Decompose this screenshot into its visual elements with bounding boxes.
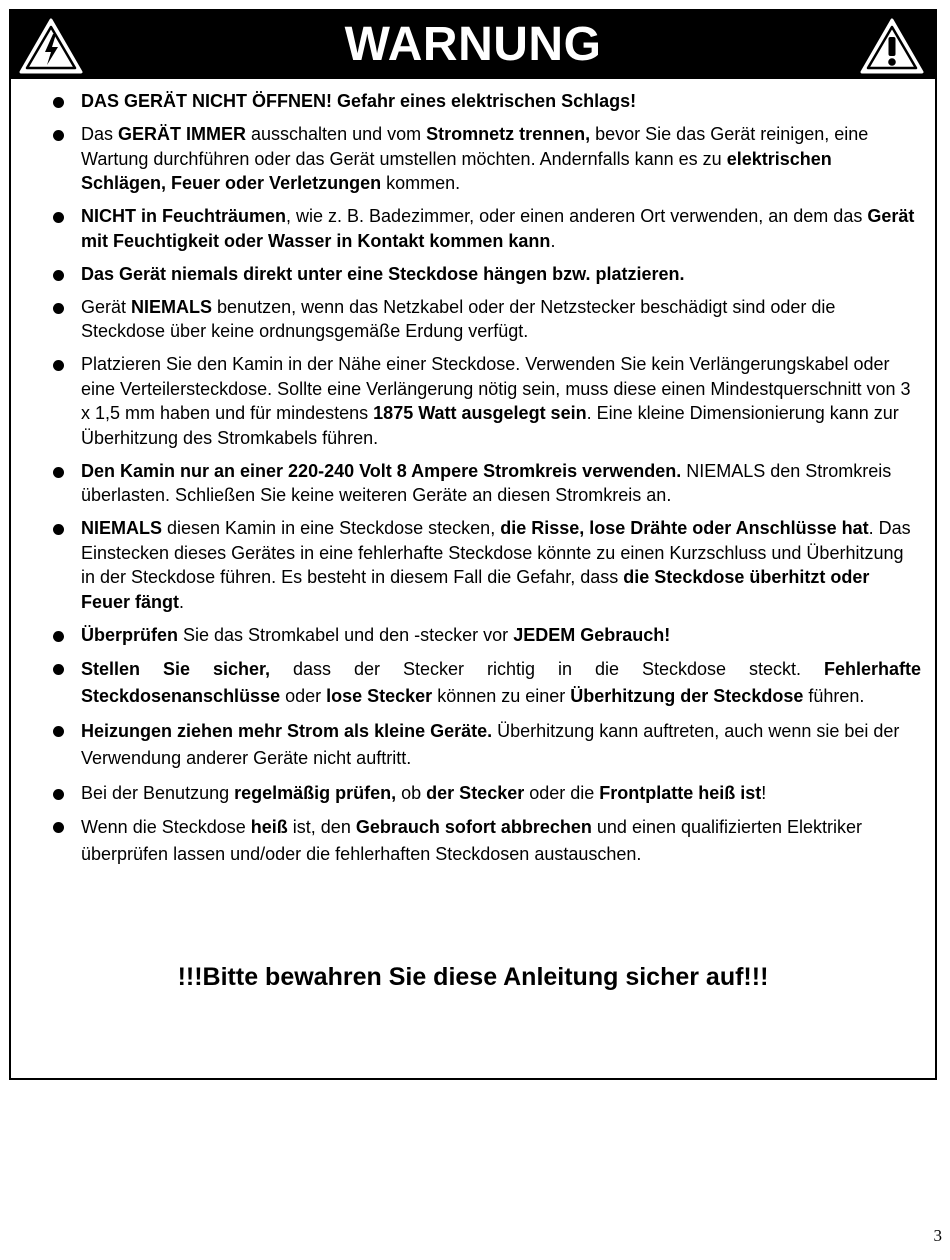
bullet-icon <box>53 822 64 833</box>
body-text: . <box>550 230 556 251</box>
body-text: Sie das Stromkabel und den -stecker vor <box>178 624 514 645</box>
emphasis-text: heiß <box>250 816 288 837</box>
list-item <box>11 262 935 287</box>
body-text: oder die <box>524 782 600 803</box>
bullet-icon <box>53 631 64 642</box>
body-text: Platzieren Sie den Kamin in der Nähe einer Steckdose. Verwenden Sie kein Verlängerungskabel oder eine Verteilersteckdose. Sollte eine Verlängerung nötig sein, muss diese einen Mindestquerschnitt von 3 x 1,5 mm haben und für mindestens <box>81 354 911 423</box>
emphasis-text: die Steckdose überhitzt oder Feuer fängt <box>81 567 870 612</box>
bullet-icon <box>53 130 64 141</box>
list-item <box>11 89 935 114</box>
body-text: . Das Einstecken dieses Gerätes in eine fehlerhafte Steckdose könnte zu einen Kurzschluss und Überhitzung in der Steckdose führen. Es besteht in diesem Fall die Gefahr, dass <box>81 518 911 587</box>
emphasis-text: regelmäßig prüfen, <box>234 782 397 803</box>
emphasis-text: Heizungen ziehen mehr Strom als kleine Geräte. <box>81 721 493 741</box>
emphasis-text: der Stecker <box>426 782 525 803</box>
list-item <box>11 204 935 253</box>
body-text: und einen qualifizierten Elektriker überprüfen lassen und/oder die fehlerhaften Steckdosen austauschen. <box>81 816 863 864</box>
emphasis-text: JEDEM Gebrauch! <box>513 624 671 645</box>
body-text: , wie z. B. Badezimmer, oder einen anderen Ort verwenden, an dem das <box>286 206 868 226</box>
bullet-icon <box>53 270 64 281</box>
warning-box <box>9 9 937 1080</box>
bullet-icon <box>53 212 64 223</box>
body-text: ausschalten und vom <box>246 124 427 144</box>
body-text: führen. <box>803 685 865 706</box>
body-text: ist, den <box>287 816 356 837</box>
emphasis-text: Gerät mit Feuchtigkeit oder Wasser in Kontakt kommen kann <box>81 206 915 251</box>
body-text: NIEMALS den Stromkreis überlasten. Schließen Sie keine weiteren Geräte an diesen Stromkreis an. <box>81 460 892 505</box>
body-text: . Eine kleine Dimensionierung kann zur Überhitzung des Stromkabels führen. <box>81 403 899 448</box>
emphasis-text: elektrischen Schlägen, Feuer oder Verletzungen <box>81 148 832 193</box>
bullet-icon <box>53 360 64 371</box>
emphasis-text: Den Kamin nur an einer 220-240 Volt 8 Ampere Stromkreis verwenden. <box>81 460 682 481</box>
list-item <box>11 459 935 508</box>
body-text: dass der Stecker richtig in die Steckdose steckt. <box>270 658 824 679</box>
list-item <box>11 295 935 344</box>
emphasis-text: Stromnetz trennen, <box>426 124 591 144</box>
emphasis-text: NIEMALS <box>131 296 213 317</box>
body-text: ! <box>761 782 767 803</box>
bullet-icon <box>53 303 64 314</box>
bullet-icon <box>53 467 64 478</box>
body-text: bevor Sie das Gerät reinigen, eine Wartung durchführen oder das Gerät umstellen möchten. Andernfalls kann es zu <box>81 124 869 169</box>
body-text: Wenn die Steckdose <box>81 816 251 837</box>
body-text: Das <box>81 124 119 144</box>
page-number: 3 <box>933 1226 942 1245</box>
body-text: Gerät <box>81 296 132 317</box>
emphasis-text: Stellen Sie sicher, <box>81 658 271 679</box>
body-text: ob <box>396 782 427 803</box>
body-text: kommen. <box>381 173 461 193</box>
list-item <box>11 122 935 196</box>
list-item <box>11 352 935 450</box>
emphasis-text: Überhitzung der Steckdose <box>570 685 804 706</box>
warning-title: WARNUNG <box>344 18 602 71</box>
bullet-icon <box>53 97 64 108</box>
emphasis-text: Überprüfen <box>81 624 179 645</box>
body-text: oder <box>280 685 327 706</box>
keep-instructions-note: !!!Bitte bewahren Sie diese Anleitung sicher auf!!! <box>177 963 769 991</box>
warning-list <box>11 89 935 876</box>
emphasis-text: NICHT in Feuchträumen <box>81 206 287 226</box>
body-text: Bei der Benutzung <box>81 782 235 803</box>
bullet-icon <box>53 726 64 737</box>
list-item <box>11 718 935 772</box>
emphasis-text: lose Stecker <box>326 685 433 706</box>
bullet-icon <box>53 524 64 535</box>
emphasis-text: 1875 Watt ausgelegt sein <box>373 403 587 423</box>
emphasis-text: Das Gerät niemals direkt unter eine Steckdose hängen bzw. platzieren. <box>81 263 685 284</box>
emphasis-text: Gebrauch sofort abbrechen <box>355 816 592 837</box>
list-item <box>11 516 935 614</box>
body-text: Überhitzung kann auftreten, auch wenn sie bei der Verwendung anderer Geräte nicht auftritt. <box>81 721 900 768</box>
emphasis-text: DAS GERÄT NICHT ÖFFNEN! Gefahr eines elektrischen Schlags! <box>81 91 637 111</box>
emphasis-text: Frontplatte heiß ist <box>599 782 762 803</box>
list-item <box>11 623 935 648</box>
list-item <box>11 781 935 806</box>
bullet-icon <box>53 789 64 800</box>
bullet-icon <box>53 664 64 675</box>
emphasis-text: NIEMALS <box>81 518 162 538</box>
body-text: diesen Kamin in eine Steckdose stecken, <box>162 518 501 538</box>
emphasis-text: GERÄT IMMER <box>118 124 247 144</box>
emphasis-text: Fehlerhafte Steckdosenanschlüsse <box>81 658 921 706</box>
list-item <box>11 814 935 868</box>
list-item <box>11 656 935 710</box>
body-text: benutzen, wenn das Netzkabel oder der Netzstecker beschädigt sind oder die Steckdose über keine ordnungsgemäße Erdung verfügt. <box>81 296 836 341</box>
emphasis-text: die Risse, lose Drähte oder Anschlüsse hat <box>500 518 869 538</box>
body-text: . <box>179 591 185 612</box>
exclamation-warning-icon <box>859 17 925 75</box>
warning-header <box>11 11 935 79</box>
body-text: können zu einer <box>432 685 571 706</box>
